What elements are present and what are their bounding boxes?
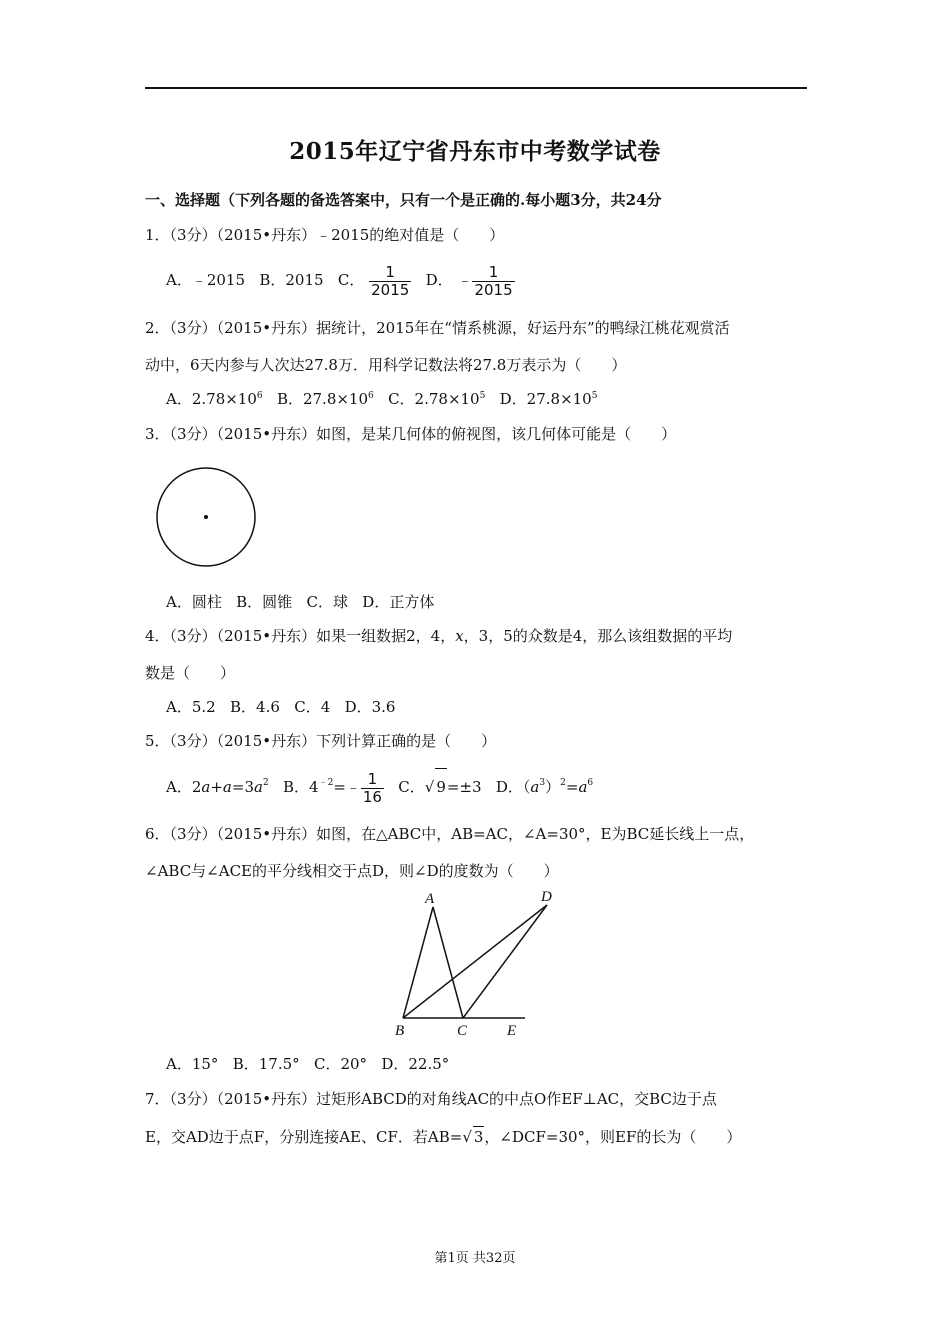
q6-label-d: D [541,889,552,905]
q5-option-d: D．$(a^3)^2=a^6$ [495,778,594,796]
q4-option-c: C．4 [294,698,331,716]
q7-stem-line2: E，交AD边于点F，分别连接AE、CF．若AB=√ 3，∠DCF=30°，则EF的长为（ ） [145,1128,742,1146]
q4-option-a: A．5.2 [166,698,216,716]
q4-stem-line2: 数是（ ） [145,664,236,682]
q3-option-b: B．圆锥 [236,593,293,611]
q6-options [166,1054,449,1074]
header-rule [145,87,807,89]
q4-stem-line1: 4．（3分）（2015•丹东）如果一组数据2，4，x，3，5的众数是4，那么该组数据的平均 [145,627,733,645]
q6-label-e: E [507,1023,517,1039]
q6-option-b: B．17.5° [232,1055,300,1073]
q2-option-c: C．$2.78\times 10^5$ [388,390,486,408]
q1-option-d: D． [425,271,453,289]
q1-option-c-fraction: $\frac{1}{2015}$ [371,262,410,299]
q4-option-d: D．3.6 [344,698,396,716]
q3-center-dot [204,515,208,519]
page-footer: 第1页 共32页 [434,1251,516,1266]
q1-option-a: A．﹣2015 [166,271,246,289]
section-1-heading: 一、选择题（下列各题的备选答案中，只有一个是正确的.每小题3分，共24分 [145,191,662,209]
q1-options [166,262,515,299]
q2-option-d: D．$27.8\times 10^5$ [499,390,598,408]
q1-option-c: C． [337,271,365,289]
q2-stem-line2: 动中，6天内参与人次达27.8万．用科学记数法将27.8万表示为（ ） [145,356,627,374]
q6-option-c: C．20° [313,1055,368,1073]
q3-top-view-figure [150,462,262,572]
page-title: 2015年辽宁省丹东市中考数学试卷 [289,138,661,165]
q5-options [166,768,593,806]
q6-line-ac [433,907,463,1018]
q3-option-d: D．正方体 [362,593,435,611]
q4-option-b: B．4.6 [230,698,280,716]
q6-option-d: D．22.5° [381,1055,450,1073]
q2-option-a: A．$2.78\times 10^6$ [166,390,263,408]
q7-stem-line1: 7．（3分）（2015•丹东）过矩形ABCD的对角线AC的中点O作EF⊥AC，交BC边于点 [145,1090,717,1108]
q4-options [166,697,395,717]
q6-stem-line1: 6．（3分）（2015•丹东）如图，在△ABC中，AB=AC，∠A=30°，E为BC延长线上一点， [145,825,755,843]
q6-label-c: C [457,1023,468,1039]
q5-option-b: B．$4^{﹣2}=﹣$ $\frac{1}{16}$ [283,769,382,806]
q6-option-a: A．15° [166,1055,219,1073]
q3-options [166,592,434,612]
q5-stem: 5．（3分）（2015•丹东）下列计算正确的是（ ） [145,732,497,750]
q2-stem-line1: 2．（3分）（2015•丹东）据统计，2015年在“情系桃源，好运丹东”的鸭绿江桃花观赏活 [145,319,730,337]
q2-option-b: B．$27.8\times 10^6$ [276,390,374,408]
q5-option-c: C．√ 9=±3 [398,778,481,796]
q6-stem-line2: ∠ABC与∠ACE的平分线相交于点D，则∠D的度数为（ ） [145,862,559,880]
q1-option-d-fraction: $\frac{1}{2015}$ [474,262,513,299]
q6-line-ab [403,907,433,1018]
q3-stem: 3．（3分）（2015•丹东）如图，是某几何体的俯视图，该几何体可能是（ ） [145,425,677,443]
q5-option-a: A．$2a+a=3a^2$ [166,778,269,796]
q3-option-c: C．球 [306,593,348,611]
q1-option-d-sign: ﹣ [457,271,473,289]
q6-label-b: B [395,1023,405,1039]
q6-triangle-figure [385,885,570,1043]
q6-label-a: A [425,891,435,907]
q3-option-a: A．圆柱 [166,593,222,611]
q1-stem: 1．（3分）（2015•丹东）﹣2015的绝对值是（ ） [145,226,505,244]
q2-options [166,389,597,409]
q1-option-b: B．2015 [259,271,324,289]
